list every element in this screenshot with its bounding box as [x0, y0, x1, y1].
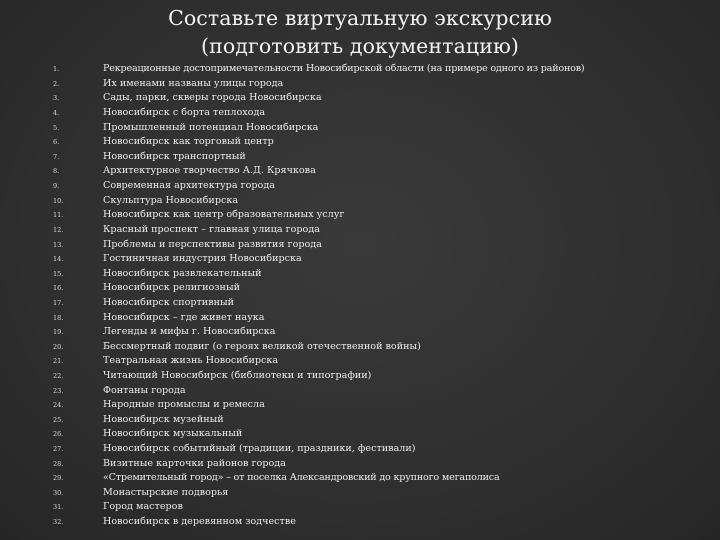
- list-item-number: 11.: [53, 211, 64, 220]
- list-item-number: 23.: [53, 386, 64, 395]
- list-item: [0, 486, 720, 501]
- list-item-text: Новосибирск как центр образовательных услуг: [103, 209, 345, 221]
- list-item-text: Рекреационные достопримечательности Новосибирской области (на примере одного из районов): [103, 63, 585, 75]
- list-item-number: 7.: [53, 152, 60, 161]
- list-item-number: 32.: [53, 518, 64, 527]
- list-item-text: Фонтаны города: [103, 384, 186, 396]
- list-item-number: 29.: [53, 474, 64, 483]
- list-item: [0, 281, 720, 296]
- list-item-number: 1.: [53, 65, 60, 74]
- list-item-number: 15.: [53, 269, 64, 278]
- list-item: [0, 471, 720, 486]
- list-item: [0, 442, 720, 457]
- list-item-text: Новосибирск – где живет наука: [103, 311, 265, 323]
- list-item-number: 18.: [53, 313, 64, 322]
- list-item: [0, 500, 720, 515]
- list-item-text: Их именами названы улицы города: [103, 77, 284, 89]
- list-item-number: 13.: [53, 240, 64, 249]
- list-item: [0, 325, 720, 340]
- list-item: [0, 121, 720, 136]
- list-item-text: Новосибирск как торговый центр: [103, 136, 274, 148]
- list-item-text: Бессмертный подвиг (о героях великой отечественной войны): [103, 340, 421, 352]
- list-item-text: Театральная жизнь Новосибирска: [103, 355, 279, 367]
- list-item: [0, 106, 720, 121]
- list-item-text: Город мастеров: [103, 501, 183, 513]
- list-item: [0, 238, 720, 253]
- list-item-text: «Стремительный город» – от поселка Александровский до крупного мегаполиса: [103, 472, 500, 484]
- list-item: [0, 384, 720, 399]
- list-item-text: Архитектурное творчество А.Д. Крячкова: [103, 165, 316, 177]
- list-item: [0, 194, 720, 209]
- topic-list: [0, 62, 720, 530]
- list-item-text: Гостиничная индустрия Новосибирска: [103, 253, 302, 265]
- list-item-text: Монастырские подворья: [103, 486, 229, 498]
- list-item-text: Новосибирск спортивный: [103, 296, 235, 308]
- list-item: [0, 150, 720, 165]
- list-item-number: 19.: [53, 328, 64, 337]
- list-item-text: Читающий Новосибирск (библиотеки и типографии): [103, 369, 372, 381]
- list-item-number: 21.: [53, 357, 64, 366]
- list-item-text: Легенды и мифы г. Новосибирска: [103, 326, 276, 338]
- list-item-number: 10.: [53, 196, 64, 205]
- list-item-text: Новосибирск транспортный: [103, 150, 246, 162]
- list-item: [0, 179, 720, 194]
- slide-title-line-1: Составьте виртуальную экскурсию: [168, 6, 552, 30]
- list-item-number: 6.: [53, 138, 60, 147]
- list-item: [0, 354, 720, 369]
- list-item-number: 30.: [53, 488, 64, 497]
- list-item: [0, 208, 720, 223]
- list-item: [0, 62, 720, 77]
- list-item-text: Новосибирск музейный: [103, 413, 224, 425]
- slide-title-line-2: (подготовить документацию): [200, 34, 520, 58]
- list-item-text: Новосибирск в деревянном зодчестве: [103, 516, 296, 528]
- list-item-number: 3.: [53, 94, 60, 103]
- list-item: [0, 340, 720, 355]
- list-item-number: 16.: [53, 284, 64, 293]
- list-item-number: 12.: [53, 225, 64, 234]
- list-item: [0, 311, 720, 326]
- list-item-text: Новосибирск религиозный: [103, 282, 240, 294]
- list-item-text: Новосибирск с борта теплохода: [103, 107, 266, 119]
- list-item: [0, 369, 720, 384]
- list-item-text: Новосибирск событийный (традиции, праздники, фестивали): [103, 443, 416, 455]
- list-item-number: 26.: [53, 430, 64, 439]
- list-item-text: Промышленный потенциал Новосибирска: [103, 121, 319, 133]
- list-item-text: Визитные карточки районов города: [103, 457, 286, 469]
- list-item: [0, 77, 720, 92]
- list-item-number: 24.: [53, 401, 64, 410]
- list-item-number: 17.: [53, 298, 64, 307]
- list-item: [0, 398, 720, 413]
- list-item: [0, 252, 720, 267]
- list-item-number: 8.: [53, 167, 60, 176]
- list-item-text: Скульптура Новосибирска: [103, 194, 239, 206]
- list-item-number: 20.: [53, 342, 64, 351]
- list-item: [0, 91, 720, 106]
- list-item-number: 25.: [53, 415, 64, 424]
- list-item-number: 4.: [53, 109, 60, 118]
- slide-title: [0, 4, 720, 60]
- list-item-number: 14.: [53, 255, 64, 264]
- list-item-text: Проблемы и перспективы развития города: [103, 238, 322, 250]
- list-item: [0, 427, 720, 442]
- list-item: [0, 267, 720, 282]
- list-item-number: 9.: [53, 182, 60, 191]
- list-item-text: Новосибирск музыкальный: [103, 428, 243, 440]
- list-item-number: 22.: [53, 371, 64, 380]
- list-item: [0, 457, 720, 472]
- list-item-text: Современная архитектура города: [103, 180, 275, 192]
- list-item-number: 28.: [53, 459, 64, 468]
- list-item: [0, 515, 720, 530]
- list-item-number: 5.: [53, 123, 60, 132]
- list-item: [0, 135, 720, 150]
- list-item-number: 31.: [53, 503, 64, 512]
- list-item-text: Новосибирск развлекательный: [103, 267, 262, 279]
- list-item: [0, 164, 720, 179]
- list-item-text: Народные промыслы и ремесла: [103, 399, 265, 411]
- list-item: [0, 296, 720, 311]
- list-item-number: 27.: [53, 445, 64, 454]
- list-item-text: Сады, парки, скверы города Новосибирска: [103, 92, 322, 104]
- list-item: [0, 413, 720, 428]
- list-item: [0, 223, 720, 238]
- list-item-text: Красный проспект – главная улица города: [103, 223, 320, 235]
- list-item-number: 2.: [53, 79, 60, 88]
